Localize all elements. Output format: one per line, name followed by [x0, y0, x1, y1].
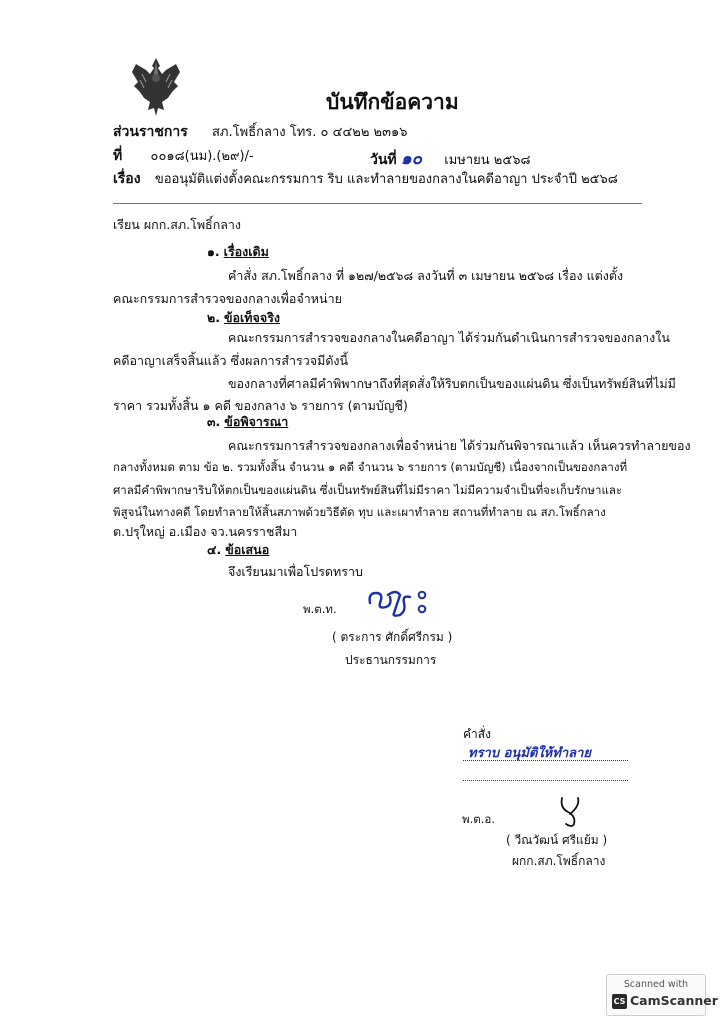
section-3-line-3: ศาลมีคำพิพากษาริบให้ตกเป็นของแผ่นดิน ซึ่งเป็นทรัพย์สินที่ไม่มีราคา ไม่มีความจำเป็นที่จะเก็บรักษาและ: [113, 483, 623, 497]
sig2-name: ( วีณวัฒน์ ศรีแย้ม ): [506, 833, 608, 847]
order-dotted-line-1: [463, 760, 628, 761]
section-1-number: ๑.: [207, 244, 220, 259]
signature-2: [556, 794, 586, 830]
section-2-line-3: ของกลางที่ศาลมีคำพิพากษาถึงที่สุดสั่งให้ริบตกเป็นของแผ่นดิน ซึ่งเป็นทรัพย์สินที่ไม่มี: [228, 376, 676, 391]
section-4-number: ๔.: [207, 542, 222, 557]
camscanner-brand-text: CamScanner: [630, 993, 718, 1008]
section-4-heading: [207, 540, 269, 560]
garuda-emblem: [128, 52, 184, 120]
sig1-rank: พ.ต.ท.: [303, 602, 337, 616]
section-1-line-1: คำสั่ง สภ.โพธิ์กลาง ที่ ๑๒๗/๒๕๖๘ ลงวันที่ ๓ เมษายน ๒๕๖๘ เรื่อง แต่งตั้ง: [228, 268, 624, 283]
order-note: ทราบ อนุมัติให้ทำลาย: [468, 746, 592, 761]
section-3-line-1: คณะกรรมการสำรวจของกลางเพื่อจำหน่าย ได้ร่วมกันพิจารณาแล้ว เห็นควรทำลายของ: [228, 438, 691, 453]
camscanner-logo-icon: CS: [612, 994, 627, 1009]
sig2-position: ผกก.สภ.โพธิ์กลาง: [512, 854, 606, 868]
subject-row: [113, 168, 618, 190]
section-1-line-2: คณะกรรมการสำรวจของกลางเพื่อจำหน่าย: [113, 291, 342, 306]
order-label: คำสั่ง: [463, 727, 491, 741]
agency-row: [113, 121, 408, 143]
section-1-heading: [207, 242, 269, 262]
signature-1: [366, 585, 436, 619]
memo-title: บันทึกข้อความ: [326, 90, 459, 114]
date-label: วันที่: [370, 152, 397, 168]
sig1-name: ( ตระการ ศักดิ์ศรีกรม ): [332, 630, 453, 644]
section-2-line-4: ราคา รวมทั้งสิ้น ๑ คดี ของกลาง ๖ รายการ (ตามบัญชี): [113, 398, 408, 413]
sig1-position: ประธานกรรมการ: [345, 653, 437, 667]
camscanner-watermark: [606, 974, 718, 1016]
header-divider: [113, 203, 642, 204]
subject-label: เรื่อง: [113, 171, 141, 187]
section-2-heading: [207, 308, 280, 328]
ref-label: ที่: [113, 148, 123, 164]
subject-value: ขออนุมัติแต่งตั้งคณะกรรมการ ริบ และทำลายของกลางในคดีอาญา ประจำปี ๒๕๖๘: [154, 172, 618, 187]
section-2-line-2: คดีอาญาเสร็จสิ้นแล้ว ซึ่งผลการสำรวจมีดังนี้: [113, 353, 349, 368]
section-3-line-5: ต.ปรุใหญ่ อ.เมือง จว.นครราชสีมา: [113, 524, 298, 539]
section-3-heading: [207, 412, 288, 432]
section-1-title: เรื่องเดิม: [223, 244, 269, 259]
agency-value: สภ.โพธิ์กลาง โทร. ๐ ๔๔๒๒ ๒๓๑๖: [212, 125, 408, 140]
section-2-title: ข้อเท็จจริง: [223, 310, 281, 325]
sig2-rank: พ.ต.อ.: [462, 812, 495, 826]
section-2-line-1: คณะกรรมการสำรวจของกลางในคดีอาญา ได้ร่วมกันดำเนินการสำรวจของกลางใน: [228, 330, 670, 345]
section-4-line-1: จึงเรียนมาเพื่อโปรดทราบ: [228, 564, 363, 579]
ref-value: ๐๐๑๘(นม).(๒๙)/-: [150, 149, 254, 164]
date-day: ๑๐: [400, 149, 422, 169]
section-2-number: ๒.: [207, 310, 220, 325]
section-4-title: ข้อเสนอ: [225, 542, 270, 557]
section-3-title: ข้อพิจารณา: [224, 414, 289, 429]
ref-row: [113, 145, 254, 167]
order-dotted-line-2: [463, 780, 628, 781]
section-3-number: ๓.: [207, 414, 221, 429]
scanned-with-text: Scanned with: [623, 979, 689, 990]
salutation: เรียน ผกก.สภ.โพธิ์กลาง: [113, 217, 242, 232]
date-month-year: เมษายน ๒๕๖๘: [444, 153, 531, 168]
agency-label: ส่วนราชการ: [113, 124, 188, 140]
section-3-line-4: พิสูจน์ในทางคดี โดยทำลายให้สิ้นสภาพด้วยวิธีตัด ทุบ และเผาทำลาย สถานที่ทำลาย ณ สภ.โพธิ์กลาง: [113, 505, 606, 519]
section-3-line-2: กลางทั้งหมด ตาม ข้อ ๒. รวมทั้งสิ้น จำนวน ๑ คดี จำนวน ๖ รายการ (ตามบัญชี) เนื่องจากเป็นของกลางที่: [113, 460, 628, 474]
